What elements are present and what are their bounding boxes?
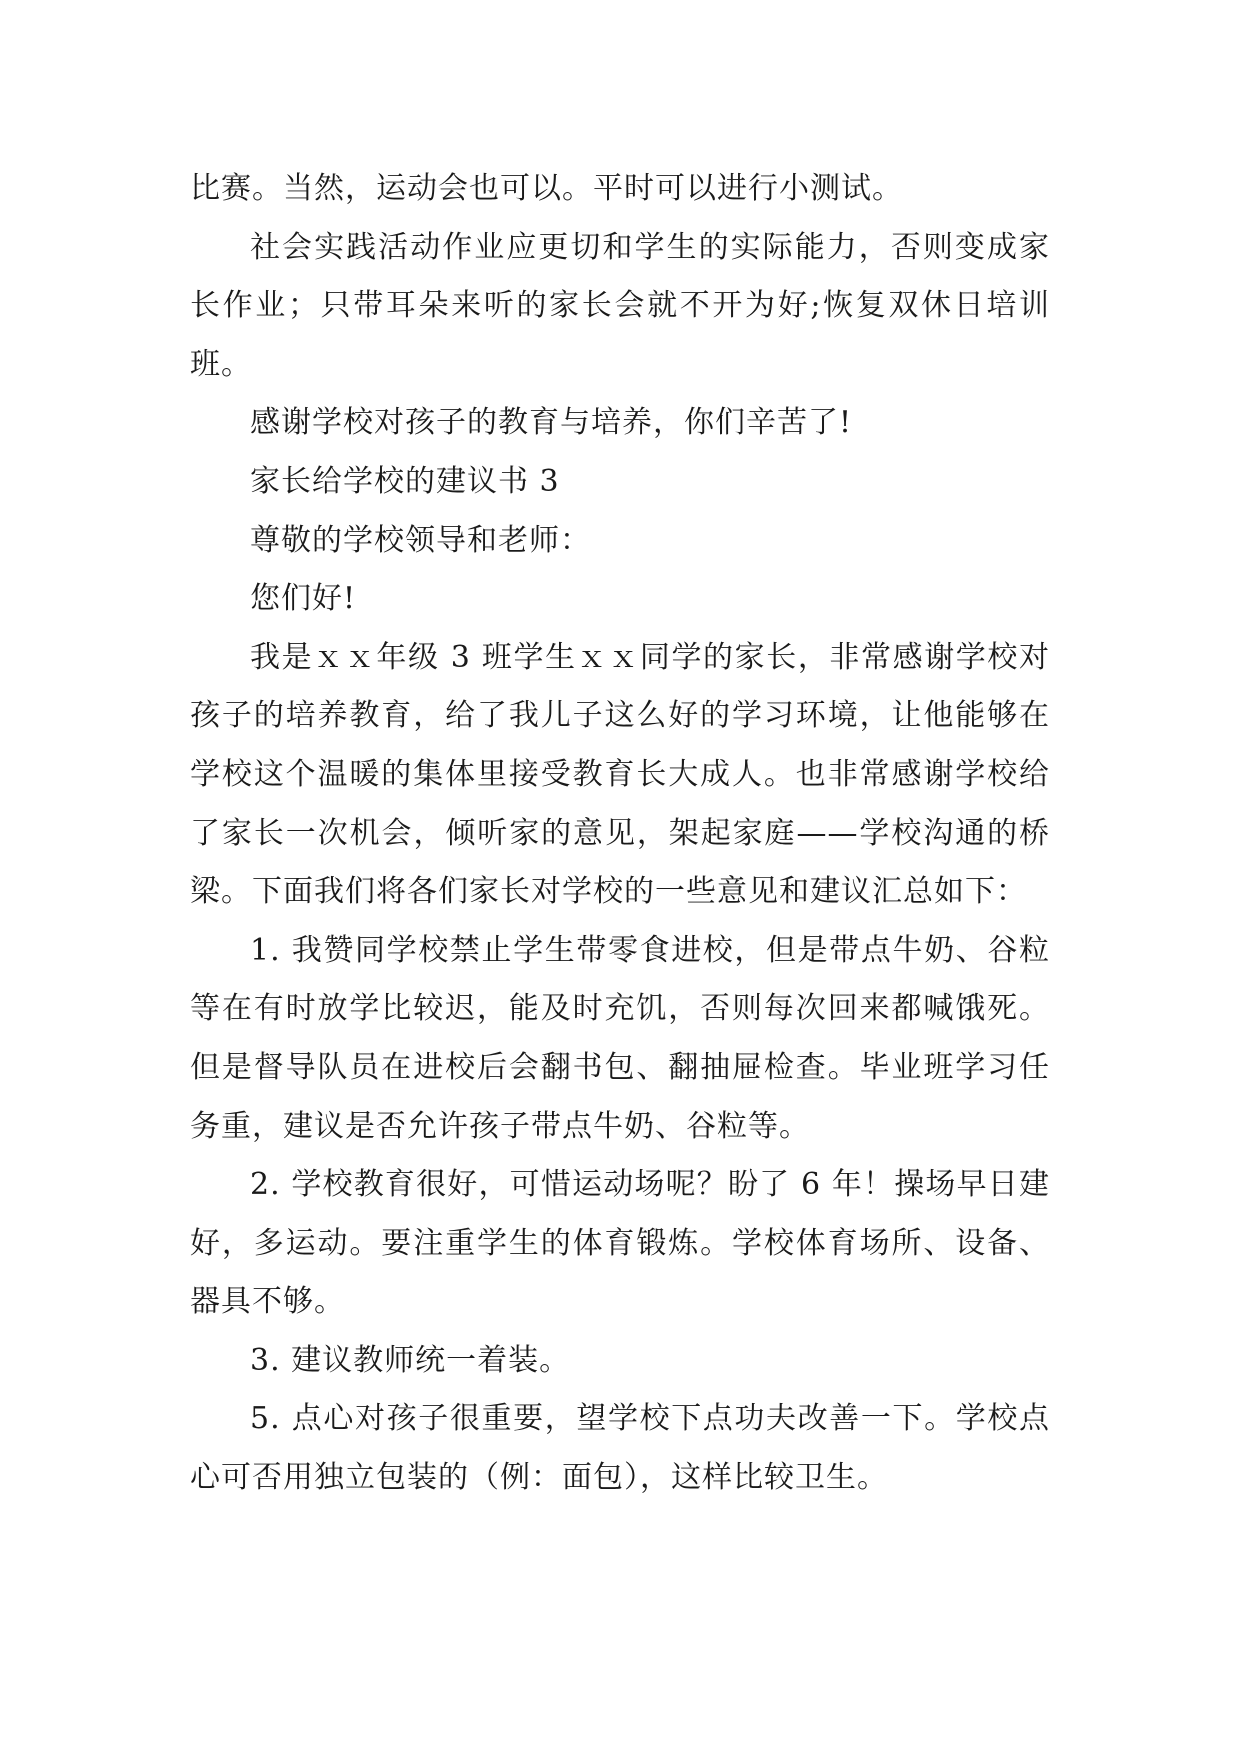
suggestion-1: 1. 我赞同学校禁止学生带零食进校，但是带点牛奶、谷粒等在有时放学比较迟，能及时充饥，否则每次回来都喊饿死。但是督导队员在进校后会翻书包、翻抽屉检查。毕业班学习任务重，建议是否允许孩子带点牛奶、谷粒等。 <box>190 932 1050 1144</box>
paragraph-intro: 我是ｘｘ年级 3 班学生ｘｘ同学的家长，非常感谢学校对孩子的培养教育，给了我儿子这么好的学习环境，让他能够在学校这个温暖的集体里接受教育长大成人。也非常感谢学校给了家长一次机会，倾听家的意见，架起家庭——学校沟通的桥梁。下面我们将各们家长对学校的一些意见和建议汇总如下： <box>190 639 1050 910</box>
paragraph-3: 感谢学校对孩子的教育与培养，你们辛苦了! <box>250 405 853 441</box>
greeting: 您们好! <box>250 581 357 617</box>
section-heading: 家长给学校的建议书 3 <box>250 463 560 499</box>
salutation: 尊敬的学校领导和老师： <box>250 522 591 558</box>
suggestion-2: 2. 学校教育很好，可惜运动场呢？盼了 6 年！操场早日建好，多运动。要注重学生的体育锻炼。学校体育场所、设备、器具不够。 <box>190 1167 1050 1320</box>
document-body <box>190 160 1050 1508</box>
suggestion-3: 3. 建议教师统一着装。 <box>250 1342 571 1378</box>
paragraph-1: 比赛。当然，运动会也可以。平时可以进行小测试。 <box>190 171 903 206</box>
paragraph-2: 社会实践活动作业应更切和学生的实际能力，否则变成家长作业；只带耳朵来听的家长会就不开为好;恢复双休日培训班。 <box>190 229 1050 382</box>
suggestion-5: 5. 点心对孩子很重要，望学校下点功夫改善一下。学校点心可否用独立包装的（例：面包），这样比较卫生。 <box>190 1401 1050 1496</box>
